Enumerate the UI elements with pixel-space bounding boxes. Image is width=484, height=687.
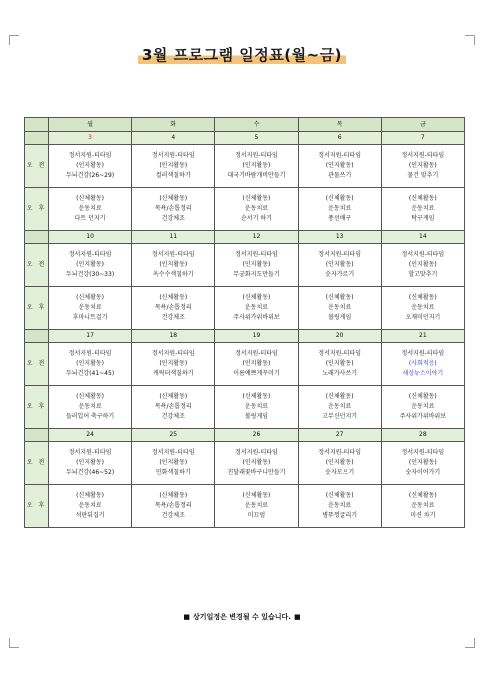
activity-line: 운동치료	[411, 502, 435, 509]
activity-line: (신체활동)	[325, 492, 354, 499]
activity-line: (인지활동)	[242, 360, 271, 367]
date-cell: 18	[132, 330, 215, 343]
activity-line: 목욕/손톱정리	[154, 502, 192, 509]
pm-activity-cell	[381, 386, 464, 429]
pm-label: 오 후	[25, 386, 49, 429]
am-activity-cell	[215, 442, 298, 485]
pm-activity-cell	[132, 188, 215, 231]
am-label: 오 전	[25, 442, 49, 485]
activity-line: 정서지원-티타임	[68, 251, 112, 258]
date-cell: 13	[298, 231, 381, 244]
header-day: 금	[381, 118, 464, 132]
activity-line: (인지활동)	[242, 162, 271, 169]
activity-line: 세상뉴스이야기	[402, 370, 444, 377]
am-activity-cell	[49, 343, 132, 386]
activity-line: (사회적응)	[408, 360, 437, 367]
date-cell: 25	[132, 429, 215, 442]
am-label: 오 전	[25, 244, 49, 287]
activity-line: 정서지원-티타임	[401, 251, 445, 258]
activity-line: 운동치료	[411, 205, 435, 212]
activity-line: 숫자가르기	[325, 271, 355, 278]
activity-line: 두뇌건강(46~52)	[66, 469, 115, 476]
am-activity-cell	[381, 343, 464, 386]
activity-line: (신체활동)	[76, 393, 105, 400]
activity-line: 정서지원-티타임	[68, 152, 112, 159]
header-row	[25, 118, 465, 132]
activity-line: (인지활동)	[325, 459, 354, 466]
am-activity-cell	[215, 244, 298, 287]
activity-line: (인지활동)	[325, 261, 354, 268]
pm-activity-cell	[215, 485, 298, 528]
pm-activity-cell	[132, 485, 215, 528]
activity-line: 운동치료	[78, 304, 102, 311]
am-activity-cell	[298, 442, 381, 485]
activity-line: 노래가사쓰기	[322, 370, 358, 377]
am-activity-cell	[49, 244, 132, 287]
pm-label: 오 후	[25, 287, 49, 330]
activity-line: (인지활동)	[325, 360, 354, 367]
activity-line: 볼링게임	[244, 413, 269, 420]
activity-line: 목욕/손톱정리	[154, 403, 192, 410]
am-activity-cell	[298, 343, 381, 386]
activity-line: 캐릭터색칠하기	[152, 370, 194, 377]
am-row	[25, 244, 465, 287]
am-activity-cell	[381, 145, 464, 188]
header-day: 화	[132, 118, 215, 132]
activity-line: 옥수수색칠하기	[152, 271, 194, 278]
activity-line: (인지활동)	[159, 162, 188, 169]
activity-line: (인지활동)	[159, 360, 188, 367]
activity-line: 정서지원-티타임	[401, 152, 445, 159]
pm-activity-cell	[381, 287, 464, 330]
activity-line: 주사위가위바위보	[399, 413, 447, 420]
am-activity-cell	[381, 244, 464, 287]
activity-line: 운동치료	[328, 304, 352, 311]
pm-activity-cell	[298, 287, 381, 330]
pm-activity-cell	[49, 188, 132, 231]
activity-line: 정서지원-티타임	[151, 350, 195, 357]
activity-line: (인지활동)	[408, 162, 437, 169]
date-cell: 12	[215, 231, 298, 244]
activity-line: 정서지원-티타임	[68, 350, 112, 357]
activity-line: 후마니트걸기	[72, 314, 108, 321]
activity-line: 운동치료	[244, 403, 269, 410]
activity-line: (신체활동)	[159, 393, 188, 400]
activity-line: 건강체조	[161, 512, 185, 519]
activity-line: 건강체조	[161, 314, 185, 321]
activity-line: 무궁화지도만들기	[233, 271, 280, 278]
activity-line: 병뚜껑굴리기	[322, 512, 358, 519]
activity-line: 정서지원-티타임	[235, 251, 278, 258]
activity-line: 정서지원-티타임	[235, 350, 278, 357]
activity-line: (신체활동)	[76, 294, 105, 301]
date-cell: 14	[381, 231, 464, 244]
activity-line: (인지활동)	[76, 459, 105, 466]
activity-line: (신체활동)	[76, 195, 105, 202]
activity-line: (신체활동)	[242, 195, 271, 202]
activity-line: 석판뒤집기	[75, 512, 105, 519]
activity-line: 민화색칠하기	[155, 469, 191, 476]
activity-line: 할고맞추기	[408, 271, 438, 278]
activity-line: 탁구게임	[411, 215, 435, 222]
activity-line: 운동치료	[328, 403, 352, 410]
activity-line: 미션 차기	[410, 512, 436, 519]
footer-note	[0, 612, 484, 622]
date-cell: 27	[298, 429, 381, 442]
date-cell: 19	[215, 330, 298, 343]
date-cell: 24	[49, 429, 132, 442]
activity-line: 정서지원-티타임	[235, 449, 278, 456]
crop-mark-bottom-left	[9, 638, 19, 648]
activity-line: 고무신던지기	[322, 413, 358, 420]
activity-line: 정서지원-티타임	[151, 449, 195, 456]
activity-line: 건강체조	[161, 215, 185, 222]
activity-line: (신체활동)	[325, 294, 354, 301]
pm-activity-cell	[298, 485, 381, 528]
activity-line: 관물쓰기	[328, 172, 352, 179]
activity-line: 오재미던지기	[405, 314, 441, 321]
activity-line: 정서지원-티타임	[401, 350, 445, 357]
date-row	[25, 330, 465, 343]
activity-line: (인지활동)	[159, 261, 188, 268]
am-label: 오 전	[25, 343, 49, 386]
activity-line: 진달래꽃바구니만들기	[227, 469, 286, 476]
header-day: 목	[298, 118, 381, 132]
activity-line: 숫자모으기	[325, 469, 355, 476]
activity-line: (신체활동)	[408, 294, 437, 301]
pm-activity-cell	[132, 287, 215, 330]
activity-line: 풍선배구	[328, 215, 352, 222]
activity-line: 정서지원-티타임	[318, 152, 362, 159]
activity-line: (인지활동)	[242, 459, 271, 466]
pm-row	[25, 287, 465, 330]
header-day: 수	[215, 118, 298, 132]
pm-label: 오 후	[25, 485, 49, 528]
am-activity-cell	[132, 343, 215, 386]
activity-line: 컬러색칠하기	[155, 172, 191, 179]
activity-line: 건강체조	[161, 413, 185, 420]
activity-line: (신체활동)	[408, 393, 437, 400]
page-title: 3월 프로그램 일정표(월~금)	[138, 44, 346, 65]
date-row	[25, 132, 465, 145]
header-day: 월	[49, 118, 132, 132]
activity-line: (인지활동)	[76, 162, 105, 169]
activity-line: 운동치료	[244, 502, 269, 509]
pm-row	[25, 386, 465, 429]
activity-line: 정서지원-티타임	[318, 449, 362, 456]
am-activity-cell	[132, 442, 215, 485]
pm-activity-cell	[298, 188, 381, 231]
pm-activity-cell	[298, 386, 381, 429]
date-row	[25, 231, 465, 244]
activity-line: (신체활동)	[242, 492, 271, 499]
activity-line: 정서지원-티타임	[151, 152, 195, 159]
crop-mark-bottom-right	[465, 638, 475, 648]
pm-activity-cell	[49, 485, 132, 528]
activity-line: 운동치료	[411, 304, 435, 311]
am-activity-cell	[215, 145, 298, 188]
pm-activity-cell	[49, 287, 132, 330]
activity-line: 운동치료	[244, 205, 269, 212]
activity-line: 운동치료	[78, 403, 102, 410]
am-activity-cell	[132, 145, 215, 188]
activity-line: (신체활동)	[242, 393, 271, 400]
activity-line: 숫자이어가기	[405, 469, 441, 476]
activity-line: 다트 던지기	[74, 215, 106, 222]
activity-line: 정서지원-티타임	[151, 251, 195, 258]
pm-activity-cell	[49, 386, 132, 429]
activity-line: (인지활동)	[408, 459, 437, 466]
date-row-corner	[25, 132, 49, 145]
activity-line: 대국기바람개비만들기	[227, 172, 286, 179]
date-cell: 21	[381, 330, 464, 343]
activity-line: 두뇌건강(41~45)	[66, 370, 115, 377]
date-cell: 26	[215, 429, 298, 442]
am-row	[25, 145, 465, 188]
date-cell: 5	[215, 132, 298, 145]
activity-line: (인지활동)	[408, 261, 437, 268]
date-cell: 3	[49, 132, 132, 145]
activity-line: 운동치료	[411, 403, 435, 410]
activity-line: 정서지원-티타임	[68, 449, 112, 456]
activity-line: (신체활동)	[325, 393, 354, 400]
am-row	[25, 442, 465, 485]
activity-line: 운동치료	[78, 502, 102, 509]
activity-line: (신체활동)	[408, 195, 437, 202]
activity-line: 목욕/손톱정리	[154, 205, 192, 212]
pm-activity-cell	[215, 386, 298, 429]
activity-line: (신체활동)	[325, 195, 354, 202]
title-wrap	[0, 44, 484, 65]
activity-line: 들러입어 축구하기	[65, 413, 115, 420]
activity-line: (인지활동)	[325, 162, 354, 169]
activity-line: 운동치료	[328, 502, 352, 509]
activity-line: (인지활동)	[76, 261, 105, 268]
pm-activity-cell	[215, 188, 298, 231]
pm-label: 오 후	[25, 188, 49, 231]
am-activity-cell	[215, 343, 298, 386]
activity-line: (신체활동)	[159, 294, 188, 301]
activity-line: 두뇌건강(26~29)	[66, 172, 115, 179]
activity-line: 정서지원-티타임	[235, 152, 278, 159]
date-cell: 17	[49, 330, 132, 343]
activity-line: 운동치료	[244, 304, 269, 311]
pm-activity-cell	[215, 287, 298, 330]
activity-line: 운동치료	[328, 205, 352, 212]
am-activity-cell	[381, 442, 464, 485]
pm-activity-cell	[132, 386, 215, 429]
date-row-corner	[25, 231, 49, 244]
am-label: 오 전	[25, 145, 49, 188]
activity-line: (인지활동)	[242, 261, 271, 268]
activity-line: 주사위가위바위보	[233, 314, 280, 321]
activity-line: 정서지원-티타임	[318, 251, 362, 258]
activity-line: 정서지원-티타임	[401, 449, 445, 456]
header-corner	[25, 118, 49, 132]
schedule-table	[24, 117, 465, 528]
activity-line: (인지활동)	[76, 360, 105, 367]
date-cell: 7	[381, 132, 464, 145]
pm-row	[25, 485, 465, 528]
date-cell: 4	[132, 132, 215, 145]
am-activity-cell	[132, 244, 215, 287]
schedule-body	[25, 118, 465, 528]
am-activity-cell	[298, 244, 381, 287]
square-mark-icon: ■	[183, 613, 191, 621]
am-activity-cell	[298, 145, 381, 188]
activity-line: 목욕/손톱정리	[154, 304, 192, 311]
activity-line: 순서기 하기	[241, 215, 272, 222]
date-cell: 20	[298, 330, 381, 343]
activity-line: (신체활동)	[159, 492, 188, 499]
activity-line: 운동치료	[78, 205, 102, 212]
pm-row	[25, 188, 465, 231]
date-cell: 6	[298, 132, 381, 145]
activity-line: 물건 맞추기	[407, 172, 439, 179]
am-activity-cell	[49, 145, 132, 188]
pm-activity-cell	[381, 485, 464, 528]
activity-line: 볼링게임	[328, 314, 352, 321]
activity-line: (신체활동)	[159, 195, 188, 202]
activity-line: 이름예쁘게꾸미기	[233, 370, 280, 377]
date-cell: 28	[381, 429, 464, 442]
square-mark-icon: ■	[293, 613, 301, 621]
activity-line: 두뇌건강(30~33)	[66, 271, 115, 278]
activity-line: (인지활동)	[159, 459, 188, 466]
date-cell: 11	[132, 231, 215, 244]
activity-line: (신체활동)	[242, 294, 271, 301]
activity-line: 미끄럼	[247, 512, 266, 519]
date-cell: 10	[49, 231, 132, 244]
activity-line: (신체활동)	[76, 492, 105, 499]
activity-line: 정서지원-티타임	[318, 350, 362, 357]
date-row-corner	[25, 429, 49, 442]
pm-activity-cell	[381, 188, 464, 231]
am-row	[25, 343, 465, 386]
date-row-corner	[25, 330, 49, 343]
am-activity-cell	[49, 442, 132, 485]
footer-text: 상기일정은 변경될 수 있습니다.	[193, 613, 291, 621]
date-row	[25, 429, 465, 442]
activity-line: (신체활동)	[408, 492, 437, 499]
